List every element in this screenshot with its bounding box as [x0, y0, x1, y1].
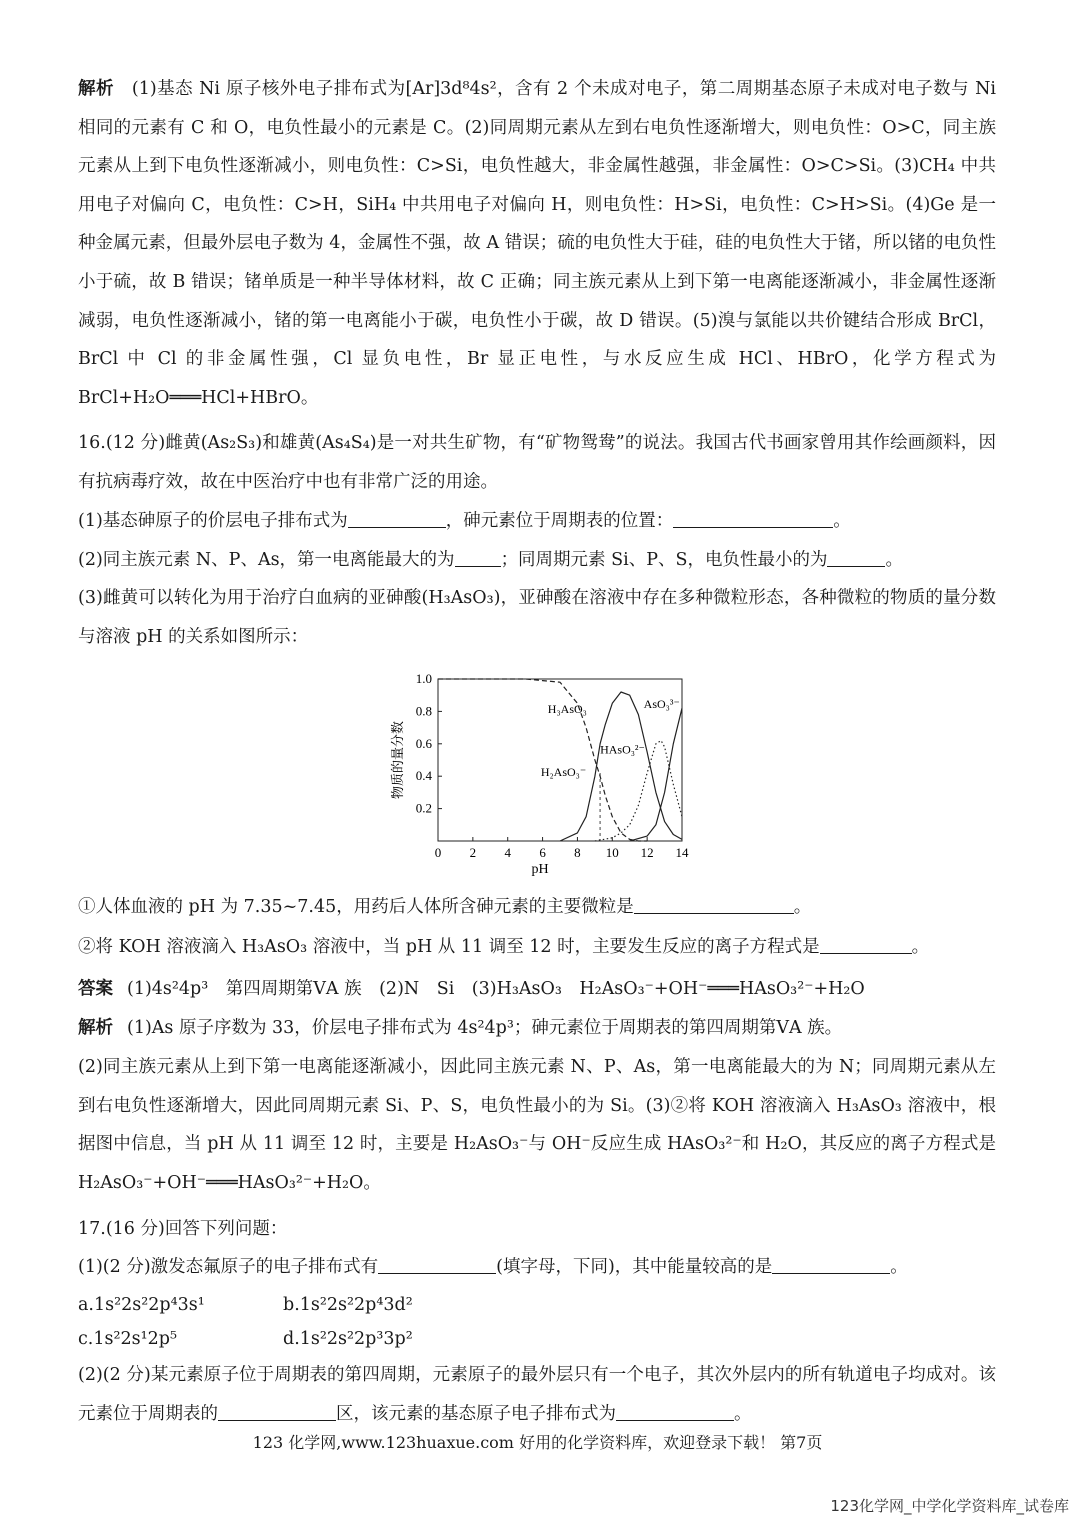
watermark: 123化学网_中学化学资料库_试卷库 — [830, 1497, 1069, 1515]
q16-sub2 — [78, 928, 929, 966]
answer-blank[interactable] — [820, 935, 912, 954]
option-b: b.1s²2s²2p⁴3d² — [283, 1295, 413, 1315]
answer-blank[interactable] — [378, 1255, 496, 1274]
q17-stem: 17.(16 分)回答下列问题： — [78, 1219, 288, 1239]
answer-blank[interactable] — [616, 1402, 734, 1421]
answer16 — [78, 970, 865, 1008]
species-label: H₂AsO₃⁻ — [540, 765, 587, 780]
x-tick-label: 2 — [469, 845, 477, 860]
q17-part1-text-c: 。 — [890, 1257, 908, 1277]
x-tick-label: 10 — [605, 845, 619, 860]
analysis-text: (1)As 原子序数为 33，价层电子排布式为 4s²4p³；砷元素位于周期表的第四周期第ⅤA 族。 — [127, 1018, 843, 1038]
option-c: c.1s²2s¹2p⁵ — [78, 1329, 177, 1349]
option-a: a.1s²2s²2p⁴3s¹ — [78, 1295, 205, 1315]
q16-sub1-text-a: ①人体血液的 pH 为 7.35~7.45，用药后人体所含砷元素的主要微粒是 — [78, 897, 634, 917]
q16-part1 — [78, 502, 851, 540]
answer-blank[interactable] — [455, 548, 501, 567]
q17-part1-text-a: (1)(2 分)激发态氟原子的电子排布式有 — [78, 1257, 379, 1277]
y-tick-label: 0.2 — [415, 800, 432, 816]
q16-part1-text-a: (1)基态砷原子的价层电子排布式为 — [78, 511, 348, 531]
y-tick-label: 1.0 — [415, 671, 432, 686]
q17-part1-text-b: (填字母，下同)，其中能量较高的是 — [496, 1257, 773, 1277]
q16-part2 — [78, 541, 903, 579]
answer-blank[interactable] — [634, 895, 794, 914]
species-label: HAsO₃²⁻ — [600, 742, 645, 757]
analysis-prev — [78, 70, 996, 417]
analysis16-line1 — [78, 1009, 842, 1047]
answer-blank[interactable] — [772, 1255, 890, 1274]
x-tick-label: 6 — [539, 845, 546, 860]
q17-part2-text-b: 区，该元素的基态原子电子排布式为 — [336, 1403, 616, 1424]
q16-part1-text-c: 。 — [833, 511, 851, 531]
answer-blank[interactable] — [827, 548, 885, 567]
q16-sub2-text-a: ②将 KOH 溶液滴入 H₃AsO₃ 溶液中，当 pH 从 11 调至 12 时，主要发生反应的离子方程式是 — [78, 937, 820, 957]
species-label: AsO₃³⁻ — [643, 697, 680, 712]
species-distribution-chart — [380, 663, 700, 883]
species-label: H₃AsO₃ — [547, 702, 587, 717]
q16-part2-text-a: (2)同主族元素 N、P、As，第一电离能最大的为 — [78, 550, 455, 570]
analysis16-body: (2)同主族元素从上到下第一电离能逐渐减小，因此同主族元素 N、P、As，第一电离能最大的为 N；同周期元素从左到右电负性逐渐增大，因此同周期元素 Si、P、S，电负性最小的为 Si。(3)②将 KOH 溶液滴入 H₃AsO₃ 溶液中，根据图中信息，当 pH 从 11 调至 12 时，主要是 H₂AsO₃⁻与 OH⁻反应生成 HAsO₃²⁻和 H₂O，其反应的离子方程式是 H₂AsO₃⁻+OH⁻═══HAsO₃²⁻+H₂O。 — [78, 1057, 996, 1193]
q17-options-row1 — [78, 1286, 413, 1324]
q16-sub1 — [78, 888, 811, 926]
x-tick-label: 0 — [434, 845, 442, 860]
series-line-3 — [630, 708, 682, 841]
x-axis-label: pH — [531, 862, 549, 877]
y-axis-label: 物质的量分数 — [391, 720, 406, 800]
answer-text: (1)4s²4p³ 第四周期第ⅤA 族 (2)N Si (3)H₃AsO₃ H₂AsO₃⁻+OH⁻═══HAsO₃²⁻+H₂O — [127, 979, 865, 999]
q16-sub1-text-b: 。 — [793, 897, 812, 917]
q16-part2-text-c: 。 — [885, 550, 903, 570]
q16-sub2-text-b: 。 — [911, 937, 930, 957]
q16-part2-text-b: ；同周期元素 Si、P、S，电负性最小的为 — [500, 550, 828, 570]
q17-part1 — [78, 1248, 908, 1286]
y-tick-label: 0.4 — [415, 768, 432, 784]
x-tick-label: 8 — [574, 845, 581, 860]
answer-label: 答案 — [78, 979, 113, 999]
q17-part2-text-c: 。 — [734, 1403, 752, 1424]
q17-part2-text-a: (2)(2 分)某元素原子位于周期表的第四周期，元素原子的最外层只有一个电子，其次外层内的所有轨道电子均成对。该元素位于周期表的 — [78, 1365, 996, 1424]
series-line-0 — [438, 679, 647, 841]
q17-part2 — [78, 1356, 996, 1433]
x-tick-label: 14 — [675, 845, 689, 860]
y-tick-label: 0.8 — [415, 703, 432, 719]
q16-part1-text-b: ，砷元素位于周期表的位置： — [445, 511, 674, 531]
y-tick-label: 0.6 — [415, 735, 432, 751]
page-footer: 123 化学网,www.123huaxue.com 好用的化学资料库，欢迎登录下载！ 第7页 — [252, 1433, 823, 1452]
x-tick-label: 4 — [504, 845, 511, 860]
analysis-text: (1)基态 Ni 原子核外电子排布式为[Ar]3d⁸4s²，含有 2 个未成对电子，第二周期基态原子未成对电子数与 Ni 相同的元素有 C 和 O，电负性最小的元素是 C。(2)同周期元素从左到右电负性逐渐增大，则电负性：O>C，同主族元素从上到下电负性逐渐减小，则电负性：C>Si，电负性越大，非金属性越强，非金属性：O>C>Si。(3)CH₄ 中共用电子对偏向 C，电负性：C>H，SiH₄ 中共用电子对偏向 H，则电负性：H>Si，电负性：C>H>Si。(4)Ge 是一种金属元素，但最外层电子数为 4，金属性不强，故 A 错误；硫的电负性大于硅，硅的电负性大于锗，所以锗的电负性小于硫，故 B 错误；锗单质是一种半导体材料，故 C 正确；同主族元素从上到下第一电离能逐渐减小，非金属性逐渐减弱，电负性逐渐减小，锗的第一电离能小于碳，电负性小于碳，故 D 错误。(5)溴与氯能以共价键结合形成 BrCl，BrCl 中 Cl 的非金属性强，Cl 显负电性，Br 显正电性，与水反应生成 HCl、HBrO，化学方程式为 BrCl+H₂O═══HCl+HBrO。 — [78, 79, 996, 408]
q16-part3: (3)雌黄可以转化为用于治疗白血病的亚砷酸(H₃AsO₃)，亚砷酸在溶液中存在多种微粒形态，各种微粒的物质的量分数与溶液 pH 的关系如图所示： — [78, 588, 996, 647]
q16-stem: 16.(12 分)雌黄(As₂S₃)和雄黄(As₄S₄)是一对共生矿物，有“矿物鸳鸯”的说法。我国古代书画家曾用其作绘画颜料，因有抗病毒疗效，故在中医治疗中也有非常广泛的用途。 — [78, 433, 996, 492]
answer-blank[interactable] — [348, 509, 446, 528]
q17-options-row2 — [78, 1320, 413, 1358]
answer-blank[interactable] — [673, 509, 833, 528]
x-tick-label: 12 — [640, 845, 654, 860]
analysis-label: 解析 — [78, 1018, 113, 1038]
option-d: d.1s²2s²2p³3p² — [283, 1329, 413, 1349]
answer-blank[interactable] — [218, 1402, 336, 1421]
analysis-label: 解析 — [78, 79, 114, 99]
